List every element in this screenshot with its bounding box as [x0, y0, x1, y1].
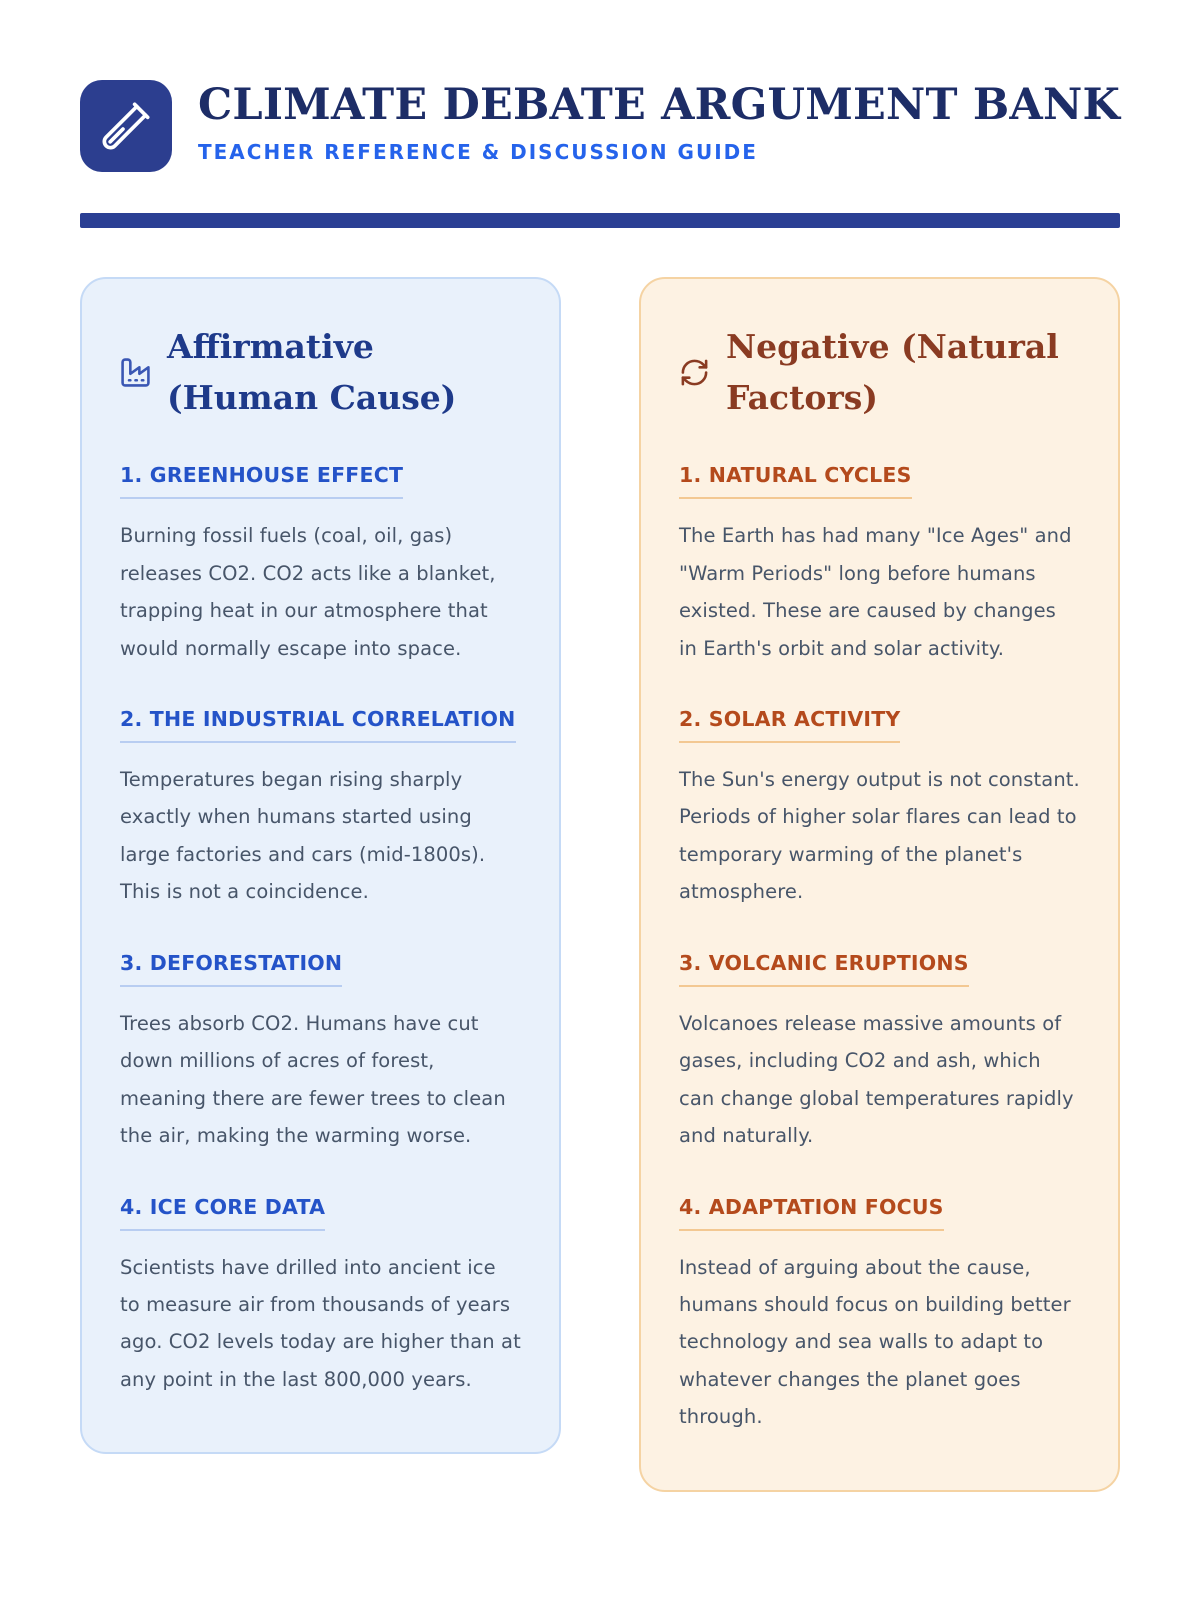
section-heading: 1. NATURAL CYCLES [679, 463, 912, 499]
section-heading: 4. ICE CORE DATA [120, 1195, 325, 1231]
section-heading: 1. GREENHOUSE EFFECT [120, 463, 403, 499]
factory-icon [120, 357, 151, 388]
affirmative-card [80, 277, 561, 1454]
section-heading: 2. SOLAR ACTIVITY [679, 707, 900, 743]
section-body: The Earth has had many "Ice Ages" and "Warm Periods" long before humans existed. These are caused by changes in Earth's orbit and solar activity. [679, 524, 1072, 660]
argument-section [679, 1195, 1080, 1436]
argument-section [679, 707, 1080, 911]
page-subtitle: TEACHER REFERENCE & DISCUSSION GUIDE [198, 140, 758, 165]
section-body: The Sun's energy output is not constant. Periods of higher solar flares can lead to temporary warming of the planet's atmosphere. [679, 768, 1080, 904]
section-body: Scientists have drilled into ancient ice to measure air from thousands of years ago. CO2 levels today are higher than at any point in the last 800,000 years. [120, 1255, 521, 1391]
header-text [198, 80, 1120, 164]
logo [80, 80, 172, 172]
argument-section [120, 951, 521, 1155]
section-heading: 4. ADAPTATION FOCUS [679, 1195, 944, 1231]
argument-columns [80, 277, 1120, 1492]
argument-section [679, 463, 1080, 667]
negative-card [639, 277, 1120, 1492]
section-body: Burning fossil fuels (coal, oil, gas) releases CO2. CO2 acts like a blanket, trapping heat in our atmosphere that would normally escape into space. [120, 524, 496, 660]
section-heading: 2. THE INDUSTRIAL CORRELATION [120, 707, 516, 743]
section-heading: 3. DEFORESTATION [120, 951, 342, 987]
section-body: Instead of arguing about the cause, humans should focus on building better technology and sea walls to adapt to whatever changes the planet goes through. [679, 1255, 1071, 1429]
affirmative-card-title: Affirmative (Human Cause) [167, 327, 457, 418]
section-body: Volcanoes release massive amounts of gases, including CO2 and ash, which can change global temperatures rapidly and naturally. [679, 1011, 1074, 1148]
page-title: CLIMATE DEBATE ARGUMENT BANK [198, 80, 1121, 130]
section-body: Trees absorb CO2. Humans have cut down millions of acres of forest, meaning there are fewer trees to clean the air, making the warming worse. [120, 1011, 506, 1148]
argument-section [679, 951, 1080, 1155]
section-heading: 3. VOLCANIC ERUPTIONS [679, 951, 969, 987]
section-body: Temperatures began rising sharply exactly when humans started using large factories and cars (mid-1800s). This is not a coincidence. [120, 768, 486, 904]
header [80, 80, 1120, 172]
argument-section [120, 463, 521, 667]
negative-card-header [679, 321, 1080, 423]
negative-card-title: Negative (Natural Factors) [726, 327, 1059, 418]
test-tube-icon [100, 100, 152, 152]
header-divider [80, 213, 1120, 228]
affirmative-card-header [120, 321, 521, 423]
argument-section [120, 1195, 521, 1399]
cycle-icon [679, 357, 710, 388]
argument-section [120, 707, 521, 911]
